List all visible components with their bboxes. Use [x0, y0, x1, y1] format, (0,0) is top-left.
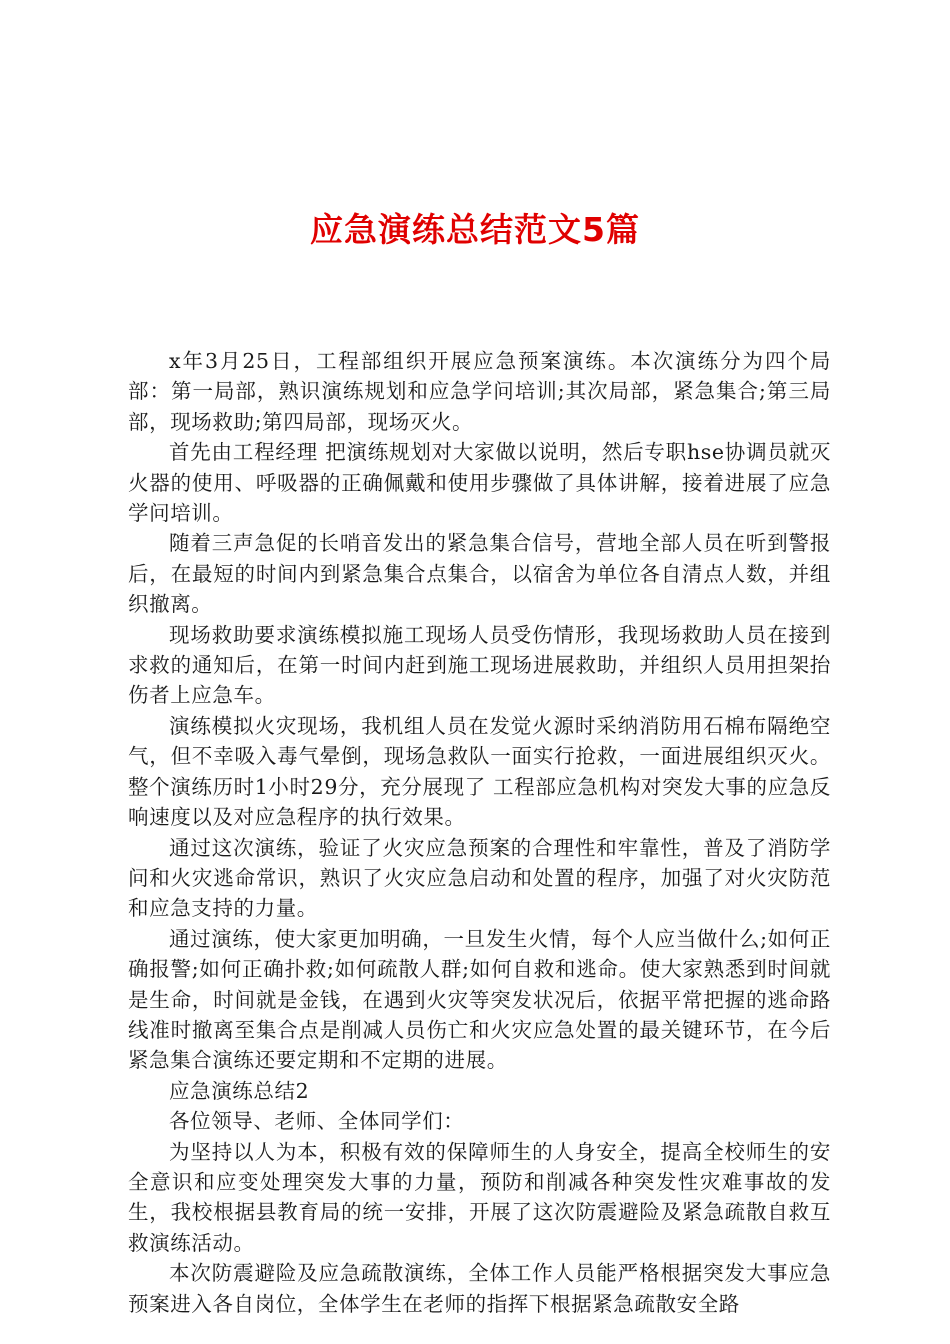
section-heading-2: 应急演练总结2 [169, 1078, 310, 1103]
paragraph-3: 随着三声急促的长哨音发出的紧急集合信号，营地全部人员在听到警报后，在最短的时间内到紧急集合点集合，以宿舍为单位各自清点人数，并组织撤离。 [128, 531, 831, 617]
paragraph-7: 通过演练，使大家更加明确，一旦发生火情，每个人应当做什么;如何正确报警;如何正确扑救;如何疏散人群;如何自救和逃命。使大家熟悉到时间就是生命，时间就是金钱，在遇到火灾等突发状况后，依据平常把握的逃命路线准时撤离至集合点是削减人员伤亡和火灾应急处置的最关键环节，在今后紧急集合演练还要定期和不定期的进展。 [128, 926, 831, 1073]
paragraph-8: 为坚持以人为本，积极有效的保障师生的人身安全，提高全校师生的安全意识和应变处理突发大事的力量，预防和削减各种突发性灾难事故的发生，我校根据县教育局的统一安排，开展了这次防震避险及紧急疏散自救互救演练活动。 [128, 1139, 831, 1255]
paragraph-1: x年3月25日，工程部组织开展应急预案演练。本次演练分为四个局部：第一局部，熟识演练规划和应急学问培训;其次局部，紧急集合;第三局部，现场救助;第四局部，现场灭火。 [128, 349, 831, 434]
paragraph-4: 现场救助要求演练模拟施工现场人员受伤情形，我现场救助人员在接到求救的通知后，在第一时间内赶到施工现场进展救助，并组织人员用担架抬伤者上应急车。 [128, 622, 831, 708]
paragraph-9: 本次防震避险及应急疏散演练，全体工作人员能严格根据突发大事应急预案进入各自岗位，全体学生在老师的指挥下根据紧急疏散安全路 [128, 1261, 831, 1316]
salutation: 各位领导、老师、全体同学们： [169, 1109, 465, 1134]
paragraph-2: 首先由工程经理 把演练规划对大家做以说明，然后专职hse协调员就灭火器的使用、呼吸器的正确佩戴和使用步骤做了具体讲解，接着进展了应急学问培训。 [128, 440, 831, 526]
document-body [128, 346, 831, 1319]
document-title: 应急演练总结范文5篇 [310, 210, 640, 249]
paragraph-5: 演练模拟火灾现场，我机组人员在发觉火源时采纳消防用石棉布隔绝空气，但不幸吸入毒气晕倒，现场急救队一面实行抢救，一面进展组织灭火。整个演练历时1小时29分，充分展现了 工程部应急机构对突发大事的应急反响速度以及对应急程序的执行效果。 [128, 713, 831, 830]
paragraph-6: 通过这次演练，验证了火灾应急预案的合理性和牢靠性，普及了消防学问和火灾逃命常识，熟识了火灾应急启动和处置的程序，加强了对火灾防范和应急支持的力量。 [128, 835, 831, 921]
